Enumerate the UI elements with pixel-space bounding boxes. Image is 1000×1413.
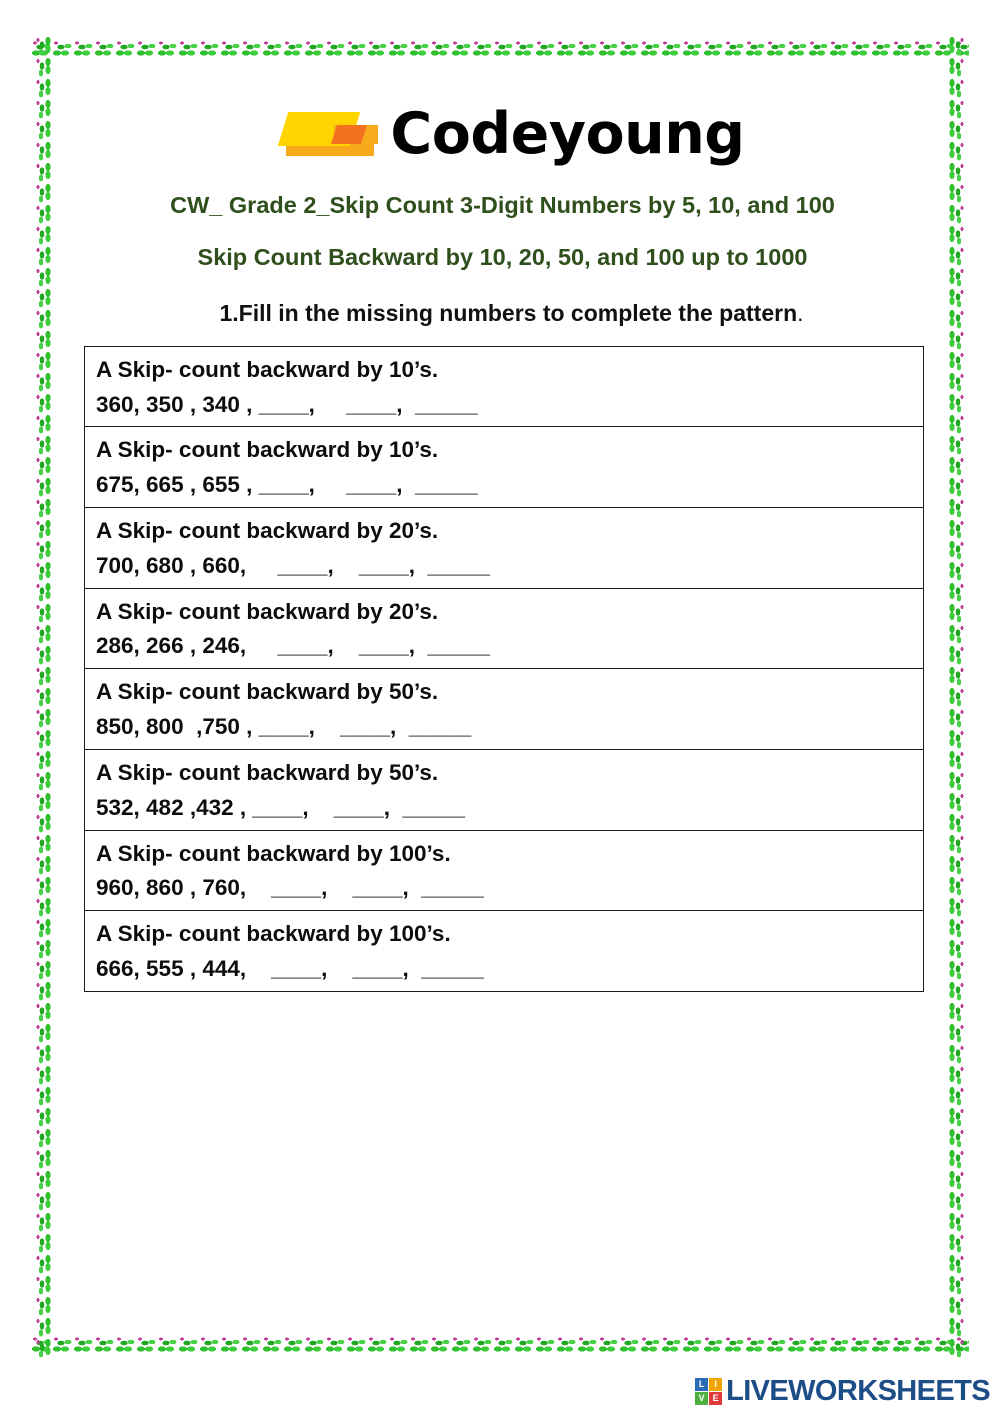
exercise-label: A Skip- count backward by 10’s. — [96, 356, 439, 382]
lw-square-l: L — [695, 1378, 708, 1391]
exercise-sequence[interactable]: 700, 680 , 660, ____, ____, _____ — [96, 552, 491, 578]
brand-wordmark: Codeyoung — [390, 100, 745, 167]
lw-square-v: V — [695, 1392, 708, 1405]
vine-border-left-icon — [31, 36, 57, 1358]
exercise-label: A Skip- count backward by 50’s. — [96, 679, 439, 705]
lw-square-e: E — [709, 1392, 722, 1405]
exercise-cell-3[interactable] — [85, 508, 924, 589]
exercise-cell-8[interactable] — [85, 911, 924, 992]
lw-square-i: I — [709, 1378, 722, 1391]
exercise-cell-5[interactable] — [85, 669, 924, 750]
table-row — [85, 427, 924, 508]
logo-orange-parallelogram-shape — [331, 125, 367, 144]
vine-border-right-icon — [943, 36, 969, 1358]
exercise-cell-2[interactable] — [85, 427, 924, 508]
exercise-cell-7[interactable] — [85, 830, 924, 911]
instruction-period: . — [797, 299, 804, 326]
worksheet-subtitle: Skip Count Backward by 10, 20, 50, and 100 up to 1000 — [197, 244, 808, 271]
exercise-cell-1[interactable] — [85, 346, 924, 427]
exercise-sequence[interactable]: 675, 665 , 655 , ____, ____, _____ — [96, 472, 478, 498]
exercise-label: A Skip- count backward by 20’s. — [96, 518, 439, 544]
table-row — [85, 911, 924, 992]
exercise-label: A Skip- count backward by 100’s. — [96, 840, 451, 866]
liveworksheets-wordmark: LIVEWORKSHEETS — [726, 1374, 990, 1407]
table-row — [85, 749, 924, 830]
exercise-label: A Skip- count backward by 50’s. — [96, 759, 439, 785]
exercise-sequence[interactable]: 360, 350 , 340 , ____, ____, _____ — [96, 391, 478, 417]
liveworksheets-footer-logo[interactable] — [695, 1373, 990, 1409]
pattern-table-body — [85, 346, 924, 991]
liveworksheets-squares-icon — [695, 1378, 722, 1405]
vine-border-bottom-icon — [31, 1332, 969, 1358]
table-row — [85, 830, 924, 911]
exercise-sequence[interactable]: 666, 555 , 444, ____, ____, _____ — [96, 955, 484, 981]
table-row — [85, 508, 924, 589]
table-row — [85, 588, 924, 669]
exercise-sequence[interactable]: 960, 860 , 760, ____, ____, _____ — [96, 875, 484, 901]
table-row — [85, 669, 924, 750]
table-row — [85, 346, 924, 427]
brand-logo — [70, 95, 935, 173]
worksheet-title: CW_ Grade 2_Skip Count 3-Digit Numbers by 5, 10, and 100 — [170, 192, 835, 218]
exercise-label: A Skip- count backward by 100’s. — [96, 921, 451, 947]
worksheet-content — [70, 95, 935, 992]
instruction-text: 1.Fill in the missing numbers to complete the pattern — [219, 299, 798, 326]
instruction-line — [70, 300, 935, 327]
exercise-sequence[interactable]: 532, 482 ,432 , ____, ____, _____ — [96, 794, 466, 820]
codeyoung-logo-mark-icon — [278, 103, 378, 165]
skip-count-pattern-table — [84, 346, 924, 992]
exercise-label: A Skip- count backward by 10’s. — [96, 437, 439, 463]
exercise-cell-6[interactable] — [85, 749, 924, 830]
exercise-cell-4[interactable] — [85, 588, 924, 669]
exercise-label: A Skip- count backward by 20’s. — [96, 598, 439, 624]
exercise-sequence[interactable]: 286, 266 , 246, ____, ____, _____ — [96, 633, 491, 659]
vine-border-top-icon — [31, 36, 969, 62]
exercise-sequence[interactable]: 850, 800 ,750 , ____, ____, _____ — [96, 714, 472, 740]
